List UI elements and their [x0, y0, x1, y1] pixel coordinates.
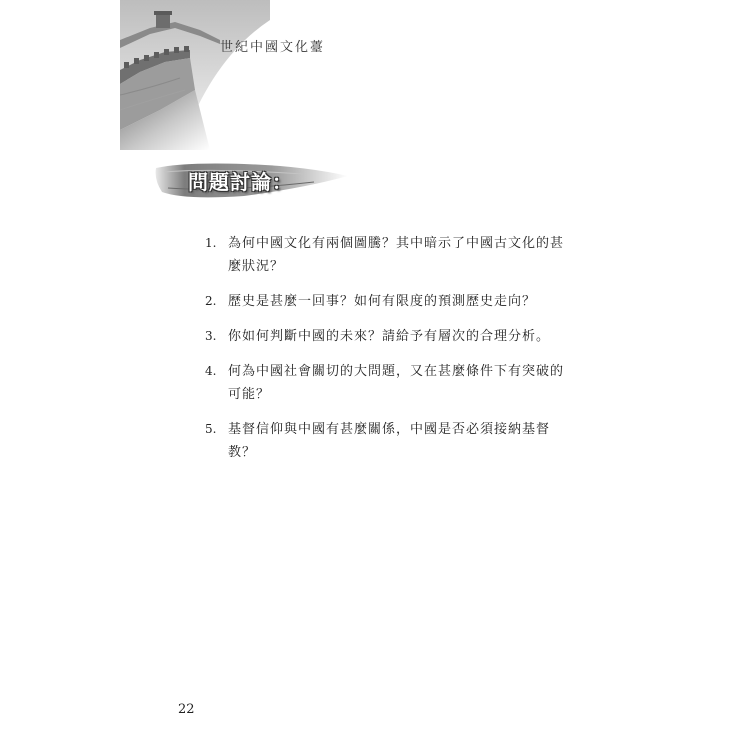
- question-text: 為何中國文化有兩個圖騰？其中暗示了中國古文化的甚麼狀況？: [228, 236, 565, 274]
- question-list: [205, 232, 565, 476]
- question-number: 1.: [205, 236, 217, 250]
- question-item: [205, 290, 565, 313]
- great-wall-illustration: [120, 0, 270, 150]
- question-text: 你如何判斷中國的未來？請給予有層次的合理分析。: [228, 329, 551, 344]
- question-number: 2.: [205, 294, 217, 308]
- question-number: 5.: [205, 422, 217, 436]
- question-text: 基督信仰與中國有甚麼關係，中國是否必須接納基督教？: [228, 422, 551, 460]
- question-item: [205, 232, 565, 278]
- question-item: [205, 325, 565, 348]
- running-head-title: 世紀中國文化薹: [220, 40, 326, 55]
- question-item: [205, 418, 565, 464]
- section-title: 問題討論：: [188, 170, 293, 194]
- question-text: 何為中國社會關切的大問題，又在甚麼條件下有突破的可能？: [228, 364, 565, 402]
- question-item: [205, 360, 565, 406]
- question-number: 3.: [205, 329, 217, 343]
- question-number: 4.: [205, 364, 217, 378]
- page-number: 22: [178, 702, 195, 717]
- question-text: 歷史是甚麼一回事？如何有限度的預測歷史走向？: [228, 294, 537, 309]
